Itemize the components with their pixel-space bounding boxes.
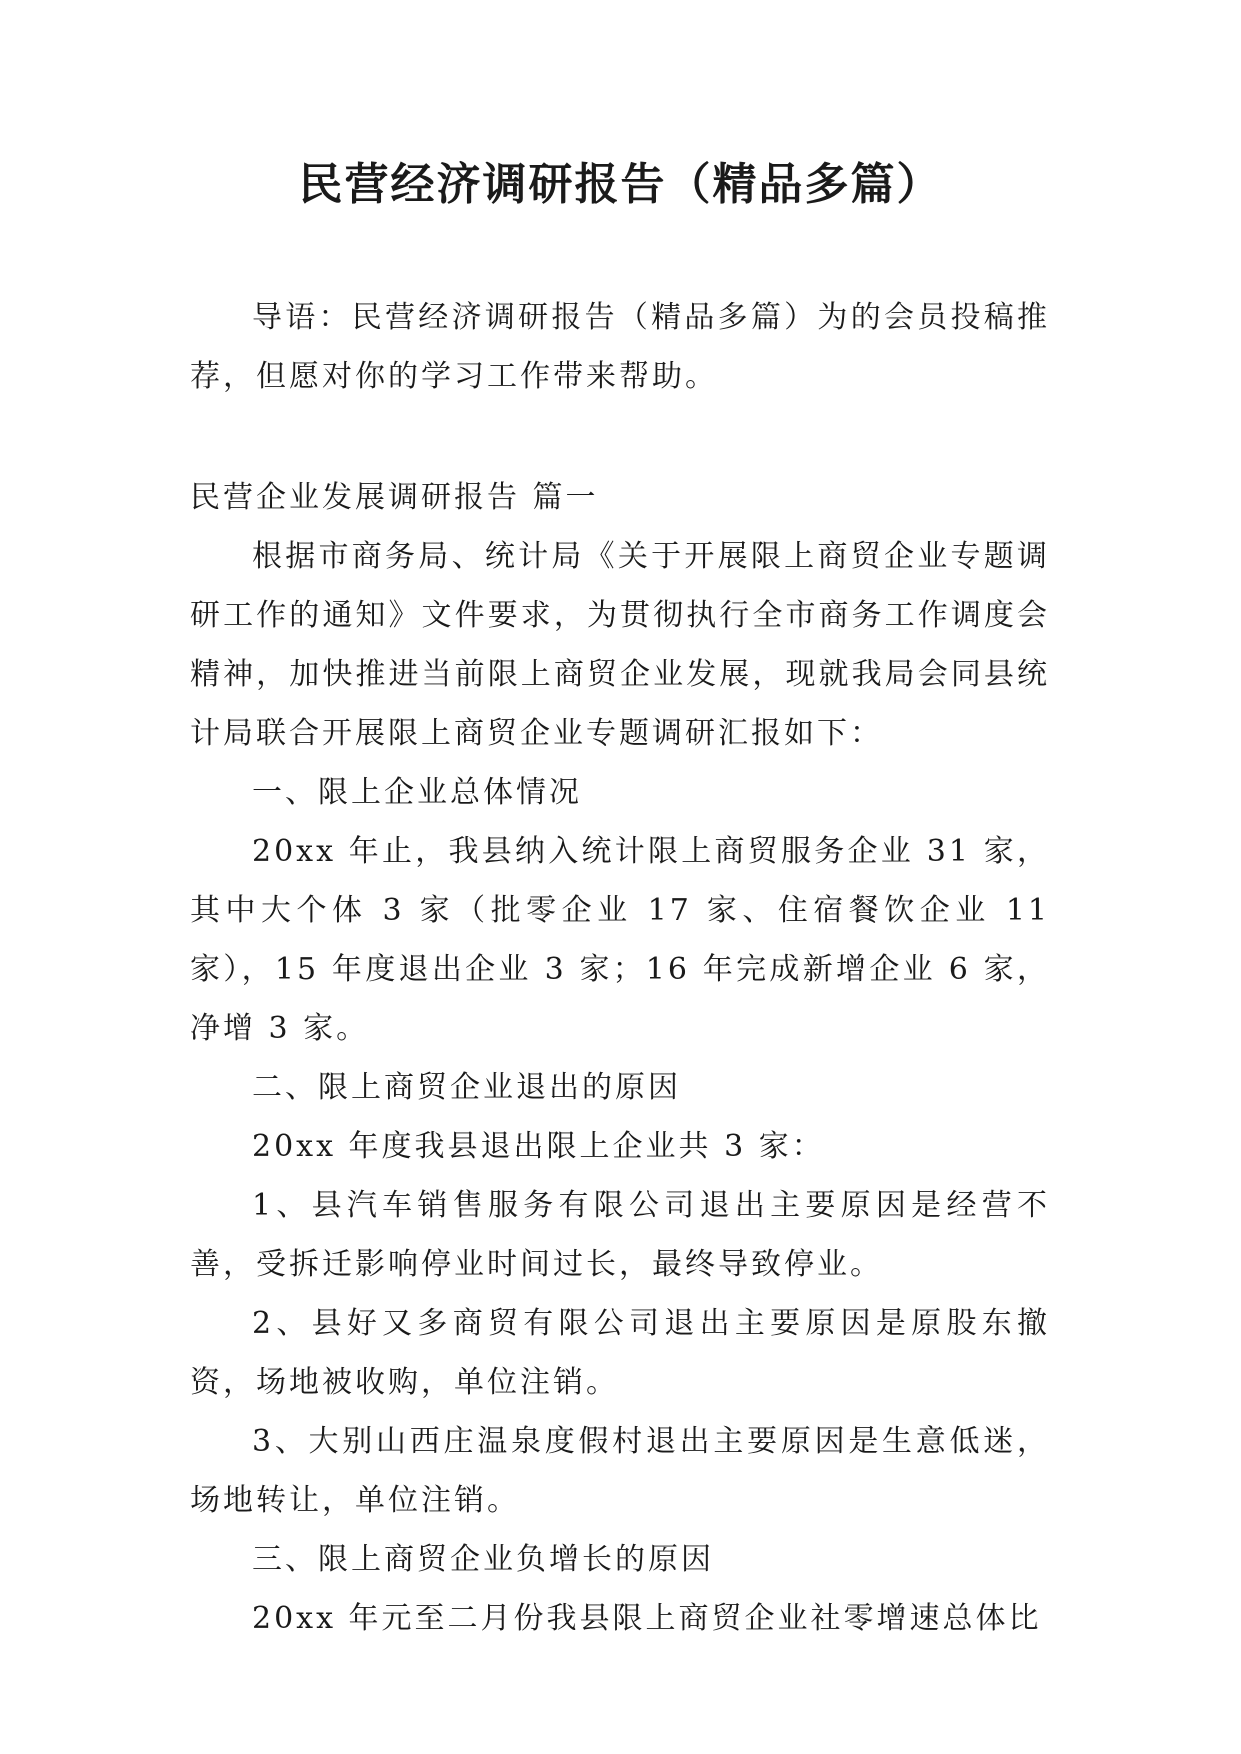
intro-paragraph: 导语：民营经济调研报告（精品多篇）为的会员投稿推荐，但愿对你的学习工作带来帮助。 — [190, 300, 1050, 394]
document-title: 民营经济调研报告（精品多篇） — [298, 159, 943, 210]
body-paragraph: 20xx 年元至二月份我县限上商贸企业社零增速总体比 — [252, 1601, 1042, 1636]
subheading: 二、限上商贸企业退出的原因 — [252, 1070, 681, 1105]
subheading: 一、限上企业总体情况 — [252, 775, 582, 810]
section-heading: 民营企业发展调研报告 篇一 — [190, 480, 599, 515]
list-item: 1、县汽车销售服务有限公司退出主要原因是经营不善，受拆迁影响停业时间过长，最终导致停业。 — [190, 1188, 1050, 1282]
body-paragraph: 20xx 年度我县退出限上企业共 3 家： — [252, 1129, 825, 1164]
spacer — [190, 406, 1050, 468]
document-body — [190, 288, 1050, 1648]
body-paragraph: 20xx 年止，我县纳入统计限上商贸服务企业 31 家，其中大个体 3 家（批零企业 17 家、住宿餐饮企业 11 家），15 年度退出企业 3 家；16 年完成新增企业 6 家，净增 3 家。 — [190, 834, 1050, 1046]
body-paragraph: 根据市商务局、统计局《关于开展限上商贸企业专题调研工作的通知》文件要求，为贯彻执行全市商务工作调度会精神，加快推进当前限上商贸企业发展，现就我局会同县统计局联合开展限上商贸企业专题调研汇报如下： — [190, 539, 1050, 751]
list-item: 3、大别山西庄温泉度假村退出主要原因是生意低迷，场地转让，单位注销。 — [190, 1424, 1050, 1518]
subheading: 三、限上商贸企业负增长的原因 — [252, 1542, 714, 1577]
list-item: 2、县好又多商贸有限公司退出主要原因是原股东撤资，场地被收购，单位注销。 — [190, 1306, 1050, 1400]
